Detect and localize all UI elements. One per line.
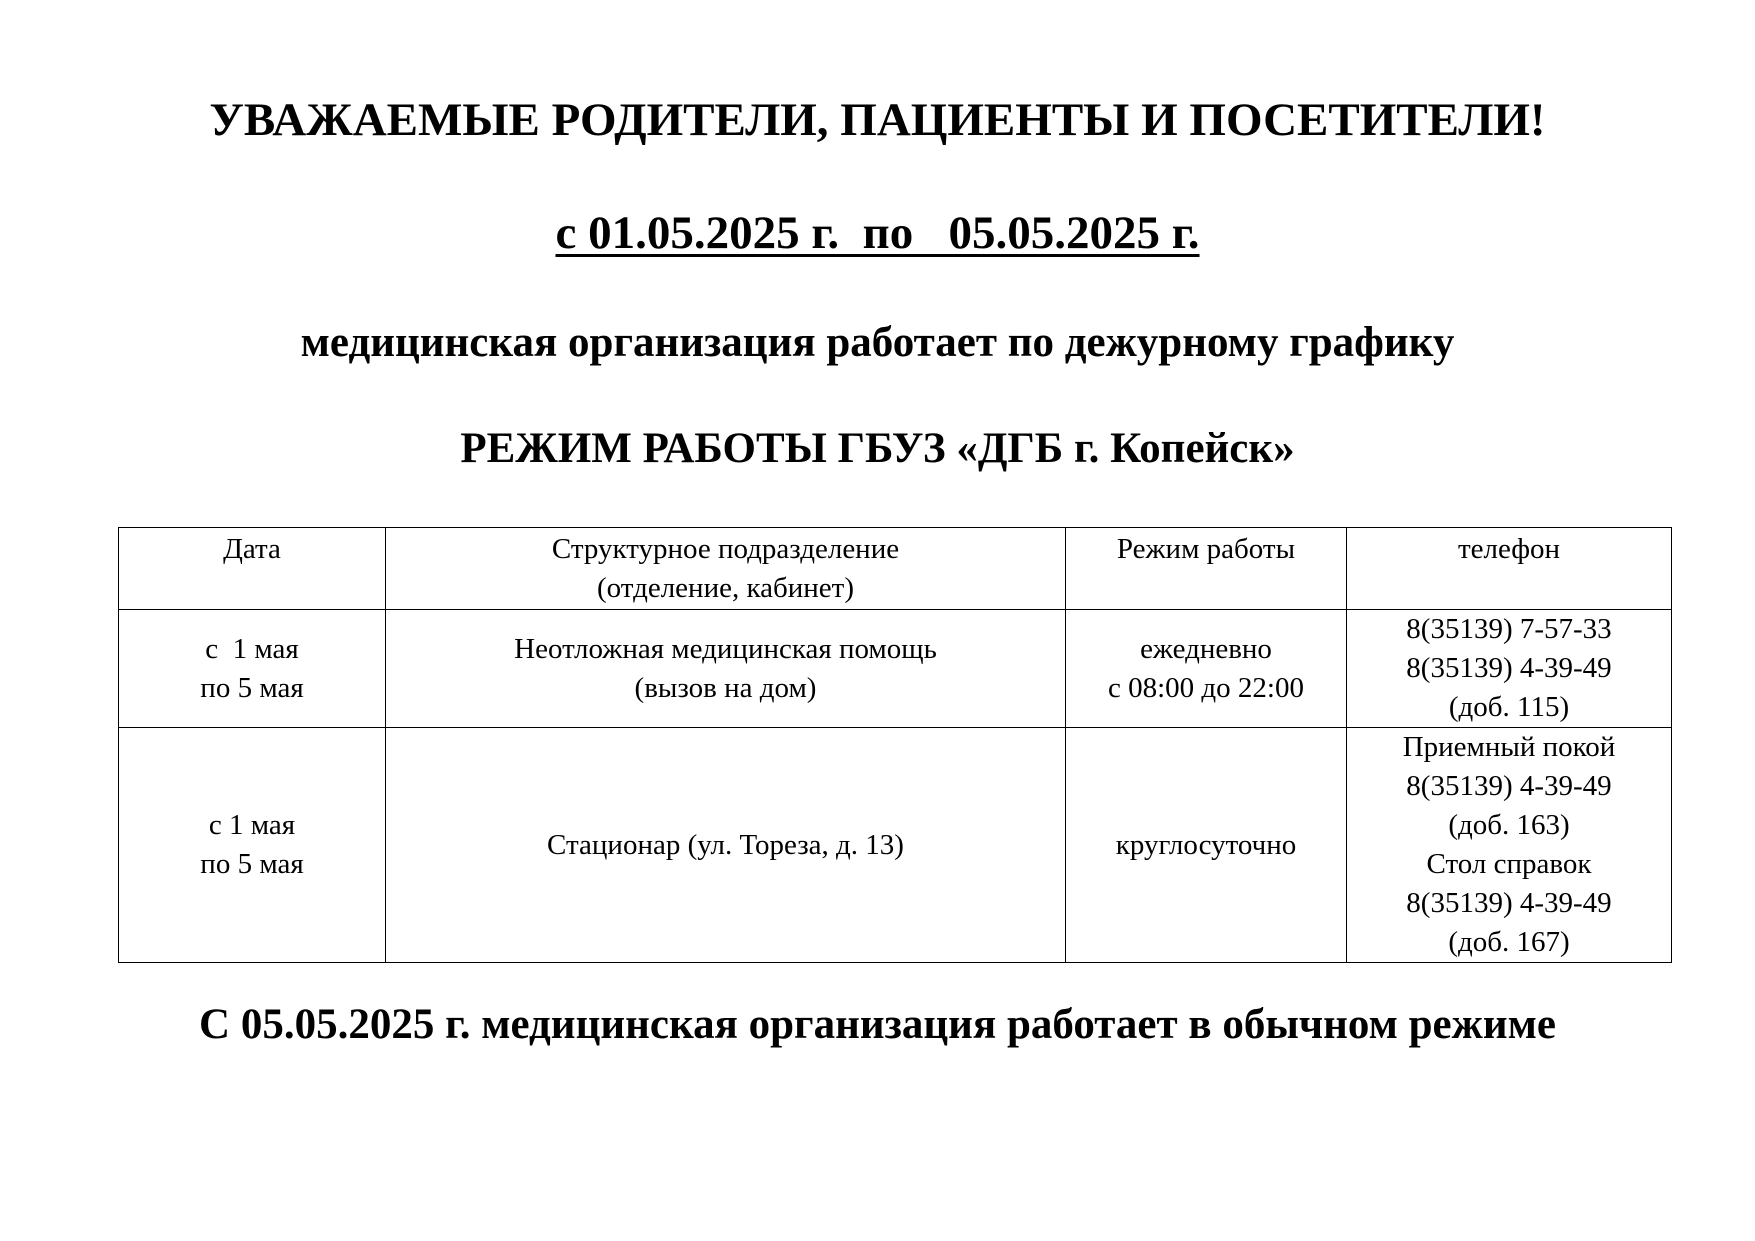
notice-date-range: с 01.05.2025 г. по 05.05.2025 г. (555, 207, 1200, 259)
unit-name: Стационар (ул. Тореза, д. 13) (547, 828, 904, 861)
phone-line: 8(35139) 4-39-49 (1406, 770, 1612, 802)
date-to: по 5 мая (200, 671, 304, 704)
phone-line: 8(35139) 4-39-49 (1406, 887, 1612, 919)
table-header-row (119, 528, 1672, 610)
schedule-table (118, 527, 1672, 963)
date-from: с 1 мая (205, 632, 299, 665)
notice-subtitle: медицинская организация работает по дежурному графику (300, 319, 1455, 366)
mode-frequency: круглосуточно (1115, 828, 1297, 861)
header-mode-label: Режим работы (1116, 533, 1296, 565)
cell-phone (1347, 728, 1672, 963)
cell-date (119, 610, 386, 728)
phone-dept-label: Приемный покой (1402, 731, 1616, 763)
header-phone (1347, 528, 1672, 610)
phone-ext: (доб. 115) (1448, 691, 1570, 723)
mode-frequency: ежедневно (1140, 632, 1272, 665)
cell-unit (386, 610, 1066, 728)
phone-line: 8(35139) 7-57-33 (1406, 613, 1612, 645)
unit-name: Неотложная медицинская помощь (514, 632, 937, 665)
header-date (119, 528, 386, 610)
header-unit-label: Структурное подразделение (551, 533, 900, 565)
regime-title: РЕЖИМ РАБОТЫ ГБУЗ «ДГБ г. Копейск» (460, 425, 1295, 472)
cell-mode (1066, 728, 1347, 963)
header-unit-sublabel: (отделение, кабинет) (597, 572, 854, 604)
phone-line: 8(35139) 4-39-49 (1406, 652, 1612, 684)
date-from: с 1 мая (208, 809, 296, 841)
table-row (119, 610, 1672, 728)
phone-ext: (доб. 167) (1448, 926, 1570, 958)
header-phone-label: телефон (1457, 533, 1561, 565)
cell-mode (1066, 610, 1347, 728)
unit-note: (вызов на дом) (634, 671, 817, 704)
cell-unit (386, 728, 1066, 963)
cell-date (119, 728, 386, 963)
cell-phone (1347, 610, 1672, 728)
mode-hours: с 08:00 до 22:00 (1108, 671, 1304, 704)
header-unit (386, 528, 1066, 610)
phone-ext: (доб. 163) (1448, 809, 1570, 841)
notice-greeting: УВАЖАЕМЫЕ РОДИТЕЛИ, ПАЦИЕНТЫ И ПОСЕТИТЕЛИ! (209, 94, 1546, 146)
date-to: по 5 мая (200, 848, 304, 880)
phone-dept-label: Стол справок (1426, 848, 1592, 880)
header-mode (1066, 528, 1347, 610)
table-row (119, 728, 1672, 963)
notice-footer: С 05.05.2025 г. медицинская организация работает в обычном режиме (199, 1001, 1556, 1048)
header-date-label: Дата (223, 533, 281, 565)
